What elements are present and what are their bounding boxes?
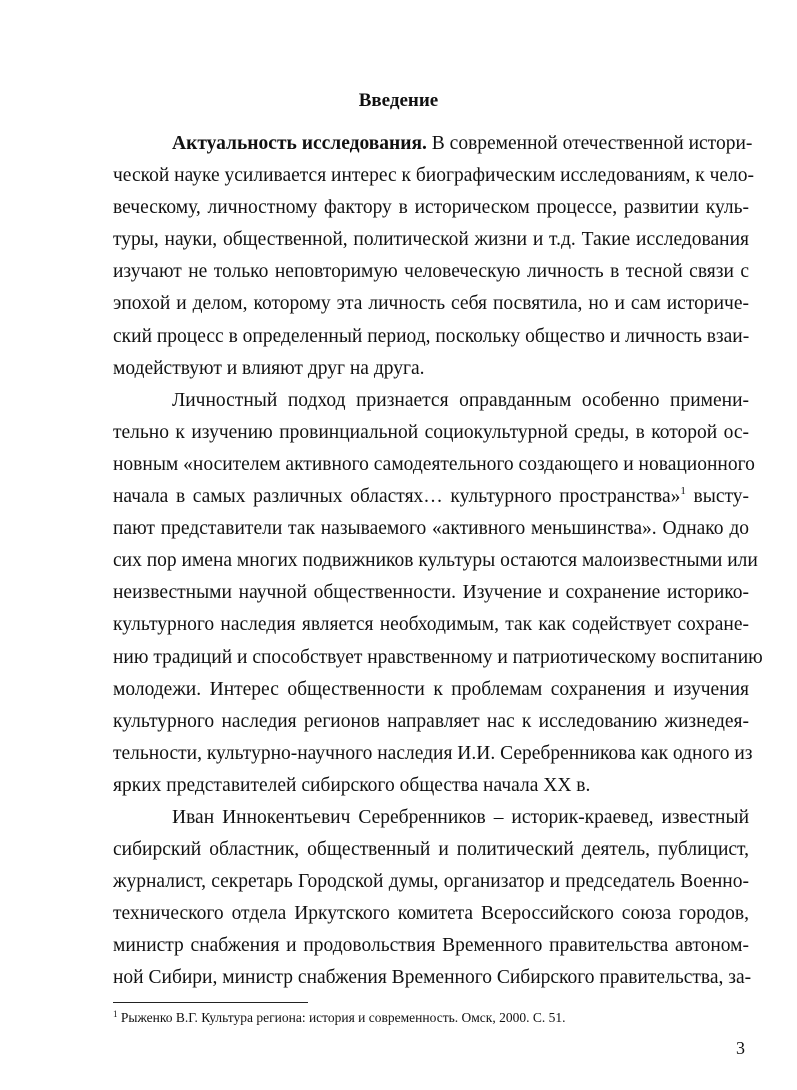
text-line: сих пор имена многих подвижников культуры остаются малоизвестными или — [113, 550, 758, 572]
text-line: технического отдела Иркутского комитета Всероссийского союза городов, — [113, 903, 749, 925]
body-text — [113, 128, 763, 995]
lead-heading: Актуальность исследования. — [172, 133, 427, 154]
text-line: молодежи. Интерес общественности к проблемам сохранения и изучения — [113, 678, 749, 700]
text-line: ский процесс в определенный период, поскольку общество и личность взаи- — [113, 325, 750, 347]
text-line: начала в самых различных областях… культурного пространства»$^1$ высту- — [113, 485, 749, 508]
text-line: модействуют и влияют друг на друга. — [113, 357, 425, 379]
text-line: эпохой и делом, которому эта личность себя посвятила, но и сам историче- — [113, 293, 749, 315]
text-line: туры, науки, общественной, политической жизни и т.д. Такие исследования — [113, 229, 749, 251]
footnote: $^1$ Рыженко В.Г. Культура региона: история и современность. Омск, 2000. С. 51. — [113, 1009, 566, 1025]
text-line: нию традиций и способствует нравственному и патриотическому воспитанию — [113, 646, 763, 668]
text-line: журналист, секретарь Городской думы, организатор и председатель Военно- — [113, 871, 749, 893]
text-line: тельно к изучению провинциальной социокультурной среды, в которой ос- — [113, 421, 749, 443]
text-line: тельности, культурно-научного наследия И.И. Серебренникова как одного из — [113, 742, 753, 764]
text-line: неизвестными научной общественности. Изучение и сохранение историко- — [113, 582, 749, 604]
footnote-ref[interactable]: 1 — [680, 485, 686, 498]
text-line: Личностный подход признается оправданным особенно примени- — [172, 389, 749, 411]
section-title: Введение — [358, 90, 439, 111]
text-line: культурного наследия является необходимым, так как содействует сохране- — [113, 614, 749, 636]
text-line: министр снабжения и продовольствия Временного правительства автоном- — [113, 935, 749, 957]
text-line: Иван Иннокентьевич Серебренников – историк-краевед, известный — [172, 806, 749, 828]
footnote-divider — [113, 1002, 308, 1003]
text-line: ной Сибири, министр снабжения Временного Сибирского правительства, за- — [113, 967, 752, 989]
text-line: изучают не только неповторимую человеческую личность в тесной связи с — [113, 261, 749, 283]
text-line: ярких представителей сибирского общества начала XX в. — [113, 774, 591, 796]
text-line: Актуальность исследования. В современной отечественной истори- — [172, 133, 753, 154]
text-line: пают представители так называемого «активного меньшинства». Однако до — [113, 518, 749, 540]
text-line: новным «носителем активного самодеятельного создающего и новационного — [113, 453, 755, 475]
text-line: культурного наследия регионов направляет нас к исследованию жизнедея- — [113, 710, 749, 732]
text-line: ческой науке усиливается интерес к биографическим исследованиям, к чело- — [113, 165, 755, 187]
page-number: 3 — [736, 1038, 745, 1058]
text-line: веческому, личностному фактору в историческом процессе, развитии куль- — [113, 197, 749, 219]
text-line: сибирский областник, общественный и политический деятель, публицист, — [113, 839, 749, 861]
